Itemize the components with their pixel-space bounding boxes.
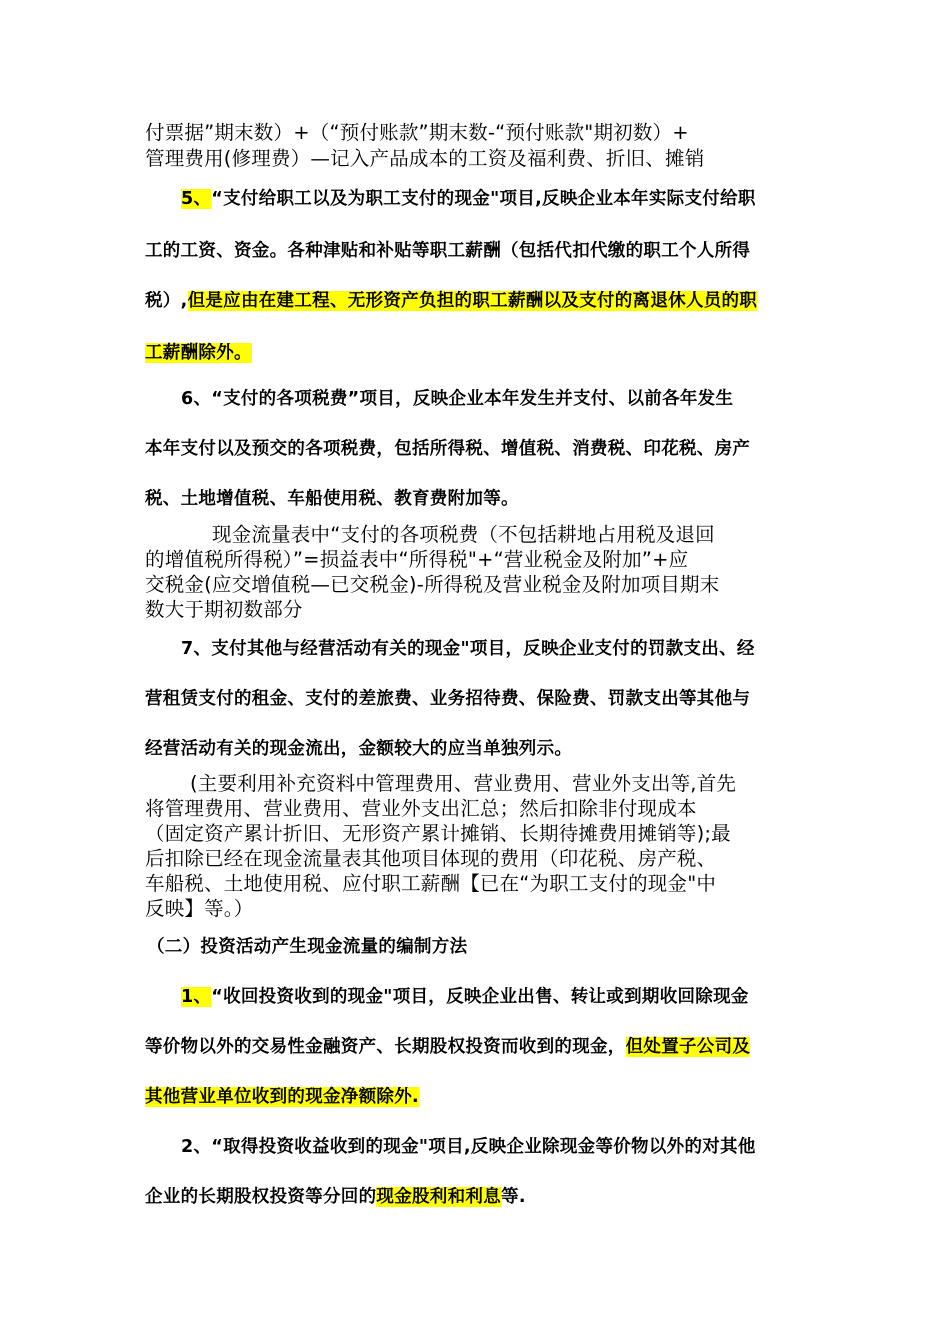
text-segment: 交税金(应交增值税—已交税金)-所得税及营业税金及附加项目期末 [145,573,720,596]
text-line [145,871,810,897]
text-line [145,572,810,598]
text-segment: 营租赁支付的租金、支付的差旅费、业务招待费、保险费、罚款支出等其他与 [145,689,751,709]
text-segment: 税、土地增值税、车船使用税、教育费附加等。 [145,489,519,509]
text-segment: “收回投资收到的现金"项目，反映企业出售、转让或到期收回除现金 [211,987,749,1007]
text-segment: 反映】等。） [145,897,254,920]
text-line [145,796,810,822]
text-line [145,436,810,462]
highlighted-text: 其他营业单位收到的现金净额除外. [145,1087,419,1107]
text-segment: 6、“支付的各项税费”项目，反映企业本年发生并支付、以前各年发生 [181,389,734,409]
section-heading [147,934,812,960]
text-line [145,821,810,847]
text-line [212,522,812,548]
highlighted-text: 现金股利和利息 [376,1187,502,1207]
text-line [181,636,811,662]
highlighted-text: 但处置子公司及 [625,1037,751,1057]
text-segment: 将管理费用、营业费用、营业外支出汇总；然后扣除非付现成本 [145,797,697,820]
text-segment: 的增值税所得税）”=损益表中“所得税"+“营业税金及附加”+应 [145,548,689,571]
text-line [145,597,810,623]
text-line [145,486,810,512]
text-line [181,186,811,212]
text-segment: 7、支付其他与经营活动有关的现金"项目，反映企业支付的罚款支出、经 [181,639,755,659]
text-segment: 管理费用(修理费）—记入产品成本的工资及福利费、折旧、摊销 [145,147,705,170]
text-line [181,386,811,412]
highlighted-text: 但是应由在建工程、无形资产负担的职工薪酬以及支付的离退休人员的职 [187,291,758,311]
text-line [145,120,810,146]
text-line [145,146,810,172]
text-segment: (主要利用补充资料中管理费用、营业费用、营业外支出等,首先 [190,772,737,795]
text-segment: 工的工资、资金。各种津贴和补贴等职工薪酬（包括代扣代缴的职工个人所得 [145,241,751,261]
text-segment: “支付给职工以及为职工支付的现金"项目,反映企业本年实际支付给职 [211,189,756,209]
text-line [145,686,810,712]
text-segment: （固定资产累计折旧、无形资产累计摊销、长期待摊费用摊销等);最 [145,822,731,845]
text-line [181,1134,811,1160]
text-segment: （二）投资活动产生现金流量的编制方法 [147,937,468,957]
text-segment: 企业的长期股权投资等分回的 [145,1187,377,1207]
text-segment: 等. [501,1187,526,1207]
text-line [181,984,811,1010]
text-segment: 付票据”期末数）+（“预付账款”期末数-“预付账款"期初数）+ [145,121,689,144]
text-line [190,771,812,797]
text-line [145,547,810,573]
text-line [145,1084,810,1110]
text-segment: 税）, [145,291,188,311]
text-line [145,238,810,264]
text-segment: 车船税、土地使用税、应付职工薪酬【已在“为职工支付的现金"中 [145,872,717,895]
highlighted-text: 1、 [181,987,212,1007]
highlighted-text: 5、 [181,189,212,209]
text-segment: 后扣除已经在现金流量表其他项目体现的费用（印花税、房产税、 [145,847,717,870]
text-line [145,340,810,366]
text-segment: 经营活动有关的现金流出，金额较大的应当单独列示。 [145,739,573,759]
text-line [145,1034,810,1060]
text-line [145,1184,810,1210]
text-line [145,736,810,762]
text-segment: 2、“取得投资收益收到的现金"项目,反映企业除现金等价物以外的对其他 [181,1137,756,1157]
highlighted-text: 工薪酬除外。 [145,343,252,363]
text-segment: 本年支付以及预交的各项税费，包括所得税、增值税、消费税、印花税、房产 [145,439,751,459]
text-segment: 数大于期初数部分 [145,598,303,621]
text-line [145,846,810,872]
text-segment: 等价物以外的交易性金融资产、长期股权投资而收到的现金， [145,1037,626,1057]
text-segment: 现金流量表中“支付的各项税费（不包括耕地占用税及退回 [212,523,715,546]
text-line [145,288,810,314]
text-line [145,896,810,922]
